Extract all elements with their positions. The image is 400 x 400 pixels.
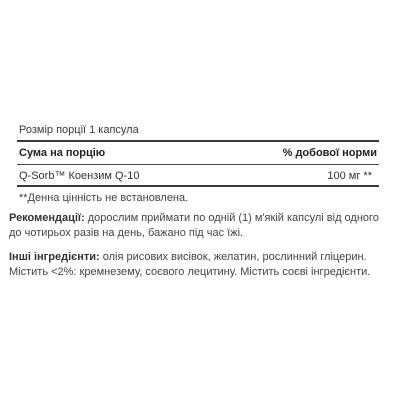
table-header [19,147,377,159]
header-daily-value: % добової норми [282,147,377,159]
top-divider [17,140,379,142]
ingredient-amount: 100 мг ** [327,170,372,182]
serving-size: Розмір порції 1 капсула [19,124,139,136]
ingredient-name: Q-Sorb™ Коензим Q-10 [19,170,140,182]
other-ingredients-label: Інші інгредієнти: [9,251,100,263]
header-divider [17,164,379,165]
daily-value-footnote: **Денна цінність не встановлена. [19,192,189,204]
recommendations-text: дорослим приймати по одній (1) м'якій капсулі від одного до чотирьох разів на день, бажано під час їжі. [9,212,379,239]
other-ingredients-paragraph [9,250,389,280]
other-ingredients-text: олія рисових висівок, желатин, рослинний гліцерин. Містить <2%: кремнезему, соєвого лецитину. Містить соєві інгредієнти. [9,251,371,278]
table-row [19,170,372,182]
recommendations-label: Рекомендації: [9,212,85,224]
header-amount-per-serving: Сума на порцію [19,147,106,159]
recommendations-paragraph [9,211,389,241]
bottom-divider [17,185,379,187]
